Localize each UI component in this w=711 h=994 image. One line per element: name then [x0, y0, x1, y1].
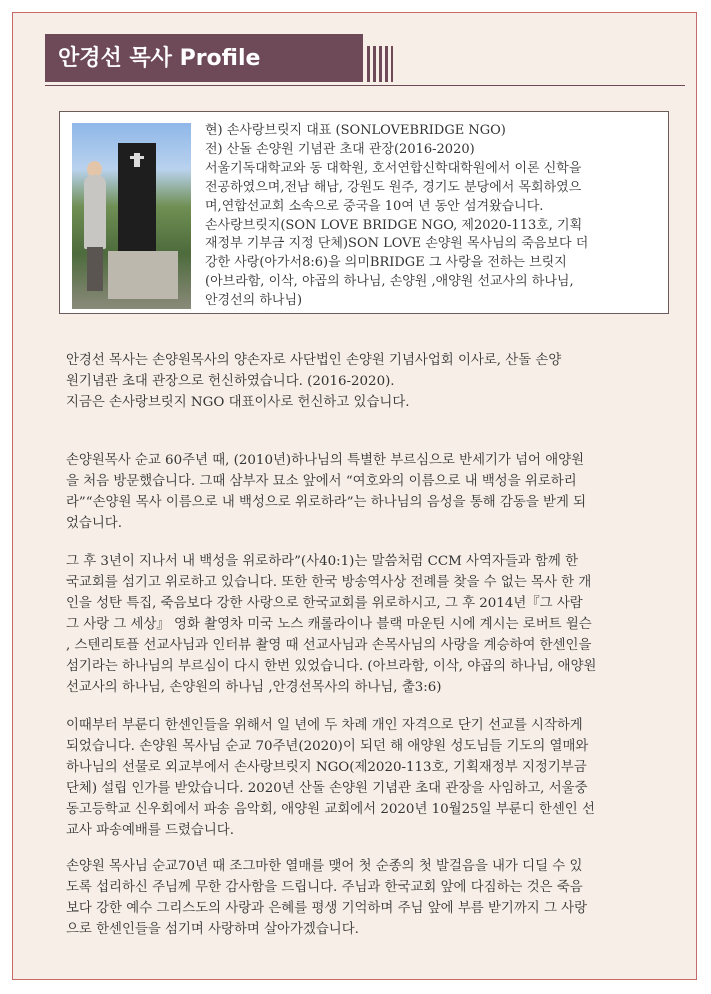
- paragraph-line: 었습니다.: [66, 516, 122, 531]
- paragraph-line: 을 처음 방문했습니다. 그때 삼부자 묘소 앞에서 “여호와의 이름으로 내 백성을 위로하리: [66, 474, 577, 489]
- paragraph-line: 안경선 목사는 손양원목사의 양손자로 사단법인 손양원 기념사업회 이사로, 산돌 손양: [66, 353, 562, 368]
- paragraph-line: 보다 강한 예수 그리스도의 사랑과 은혜를 평생 기억하며 주님 앞에 부름 받기까지 그 사랑: [66, 901, 588, 916]
- paragraph-line: 인을 성탄 특집, 죽음보다 강한 사랑으로 한국교회를 위로하시고, 그 후 2014년『그 사람: [66, 596, 583, 611]
- profile-line: 서울기독대학교와 동 대학원, 호서연합신학대학원에서 이론 신학을: [205, 160, 582, 176]
- paragraph-line: 하나님의 선물로 외교부에서 손사랑브릿지 NGO(제2020-113호, 기획재정부 지정기부금: [66, 760, 587, 775]
- cross-icon: [134, 153, 140, 167]
- paragraph-line: 동고등학교 신우회에서 파송 음악회, 애양원 교회에서 2020년 10월25일 부룬디 한센인 선: [66, 802, 595, 817]
- profile-text: [205, 122, 663, 311]
- paragraph-line: 라”“손양원 목사 이름으로 내 백성으로 위로하라”는 하나님의 음성을 통해 감동을 받게 되: [66, 495, 587, 510]
- paragraph-line: 손양원 목사님 순교70년 때 조그마한 열매를 맺어 첫 순종의 첫 발걸음을 내가 디딜 수 있: [66, 859, 583, 874]
- profile-line: 전공하였으며,전남 해남, 강원도 원주, 경기도 분당에서 목회하였으: [205, 179, 582, 195]
- paragraph-line: 교사 파송예배를 드렸습니다.: [66, 823, 234, 838]
- profile-line: 재정부 기부금 지정 단체)SON LOVE 손양원 목사님의 죽음보다 더: [205, 236, 589, 252]
- person-body-shape: [84, 175, 106, 249]
- paragraph-line: 손양원목사 순교 60주년 때, (2010년)하나님의 특별한 부르심으로 반세기가 넘어 애양원: [66, 453, 585, 468]
- paragraph-ministry: [66, 551, 666, 698]
- profile-photo: [72, 123, 191, 309]
- profile-line: 강한 사랑(아가서8:6)을 의미BRIDGE 그 사랑을 전하는 브릿지: [205, 255, 567, 271]
- paragraph-line: 원기념관 초대 관장으로 헌신하였습니다. (2016-2020).: [66, 374, 395, 389]
- paragraph-line: 으로 한센인들을 섬기며 사랑하며 살아가겠습니다.: [66, 922, 359, 937]
- paragraph-line: 되었습니다. 손양원 목사님 순교 70주년(2020)이 되던 해 애양원 성도님들 기도의 열매와: [66, 739, 589, 754]
- paragraph-line: 섬기라는 하나님의 부르심이 다시 한번 있었습니다. (아브라함, 이삭, 야곱의 하나님, 애양원: [66, 659, 597, 674]
- paragraph-line: 그 후 3년이 지나서 내 백성을 위로하라”(사40:1)는 말씀처럼 CCM 사역자들과 함께 한: [66, 554, 579, 569]
- page-title: 안경선 목사 Profile: [58, 46, 261, 71]
- paragraph-line: 단체) 설립 인가를 받았습니다. 2020년 산돌 손양원 기념관 초대 관장을 사임하고, 서울중: [66, 781, 588, 796]
- title-stripes-decoration: [367, 46, 393, 82]
- profile-line: 손사랑브릿지(SON LOVE BRIDGE NGO, 제2020-113호, 기획: [205, 217, 583, 233]
- profile-line: 며,연합선교회 소속으로 중국을 10여 년 동안 섬겨왔습니다.: [205, 198, 544, 214]
- paragraph-gratitude: [66, 856, 666, 940]
- paragraph-line: 지금은 손사랑브릿지 NGO 대표이사로 헌신하고 있습니다.: [66, 395, 410, 410]
- person-legs-shape: [87, 247, 103, 291]
- paragraph-mission: [66, 715, 666, 841]
- paragraph-calling: [66, 450, 666, 534]
- profile-line: 안경선의 하나님): [205, 293, 303, 309]
- profile-line: (아브라함, 이삭, 야곱의 하나님, 손양원 ,애양원 선교사의 하나님,: [205, 274, 574, 290]
- paragraph-line: 도록 섭리하신 주님께 무한 감사함을 드립니다. 주님과 한국교회 앞에 다짐하는 것은 죽음: [66, 880, 583, 895]
- profile-line: 전) 산돌 손양원 기념관 초대 관장(2016-2020): [205, 141, 475, 157]
- gravestone-base-shape: [108, 251, 178, 299]
- title-underline: [45, 85, 685, 86]
- paragraph-line: 국교회를 섬기고 위로하고 있습니다. 또한 한국 방송역사상 전례를 찾을 수 없는 목사 한 개: [66, 575, 592, 590]
- paragraph-line: 이때부터 부룬디 한센인들을 위해서 일 년에 두 차례 개인 자격으로 단기 선교를 시작하게: [66, 718, 583, 733]
- paragraph-line: 그 사랑 그 세상』 영화 촬영차 미국 노스 캐롤라이나 블랙 마운틴 시에 계시는 로버트 윌슨: [66, 617, 592, 632]
- paragraph-line: , 스텐리토플 선교사님과 인터뷰 촬영 때 선교사님과 손목사님의 사랑을 계승하여 한센인을: [66, 638, 592, 653]
- profile-line: 현) 손사랑브릿지 대표 (SONLOVEBRIDGE NGO): [205, 123, 506, 138]
- paragraph-line: 선교사의 하나님, 손양원의 하나님 ,안경선목사의 하나님, 출3:6): [66, 680, 442, 695]
- paragraph-introduction: [66, 350, 666, 413]
